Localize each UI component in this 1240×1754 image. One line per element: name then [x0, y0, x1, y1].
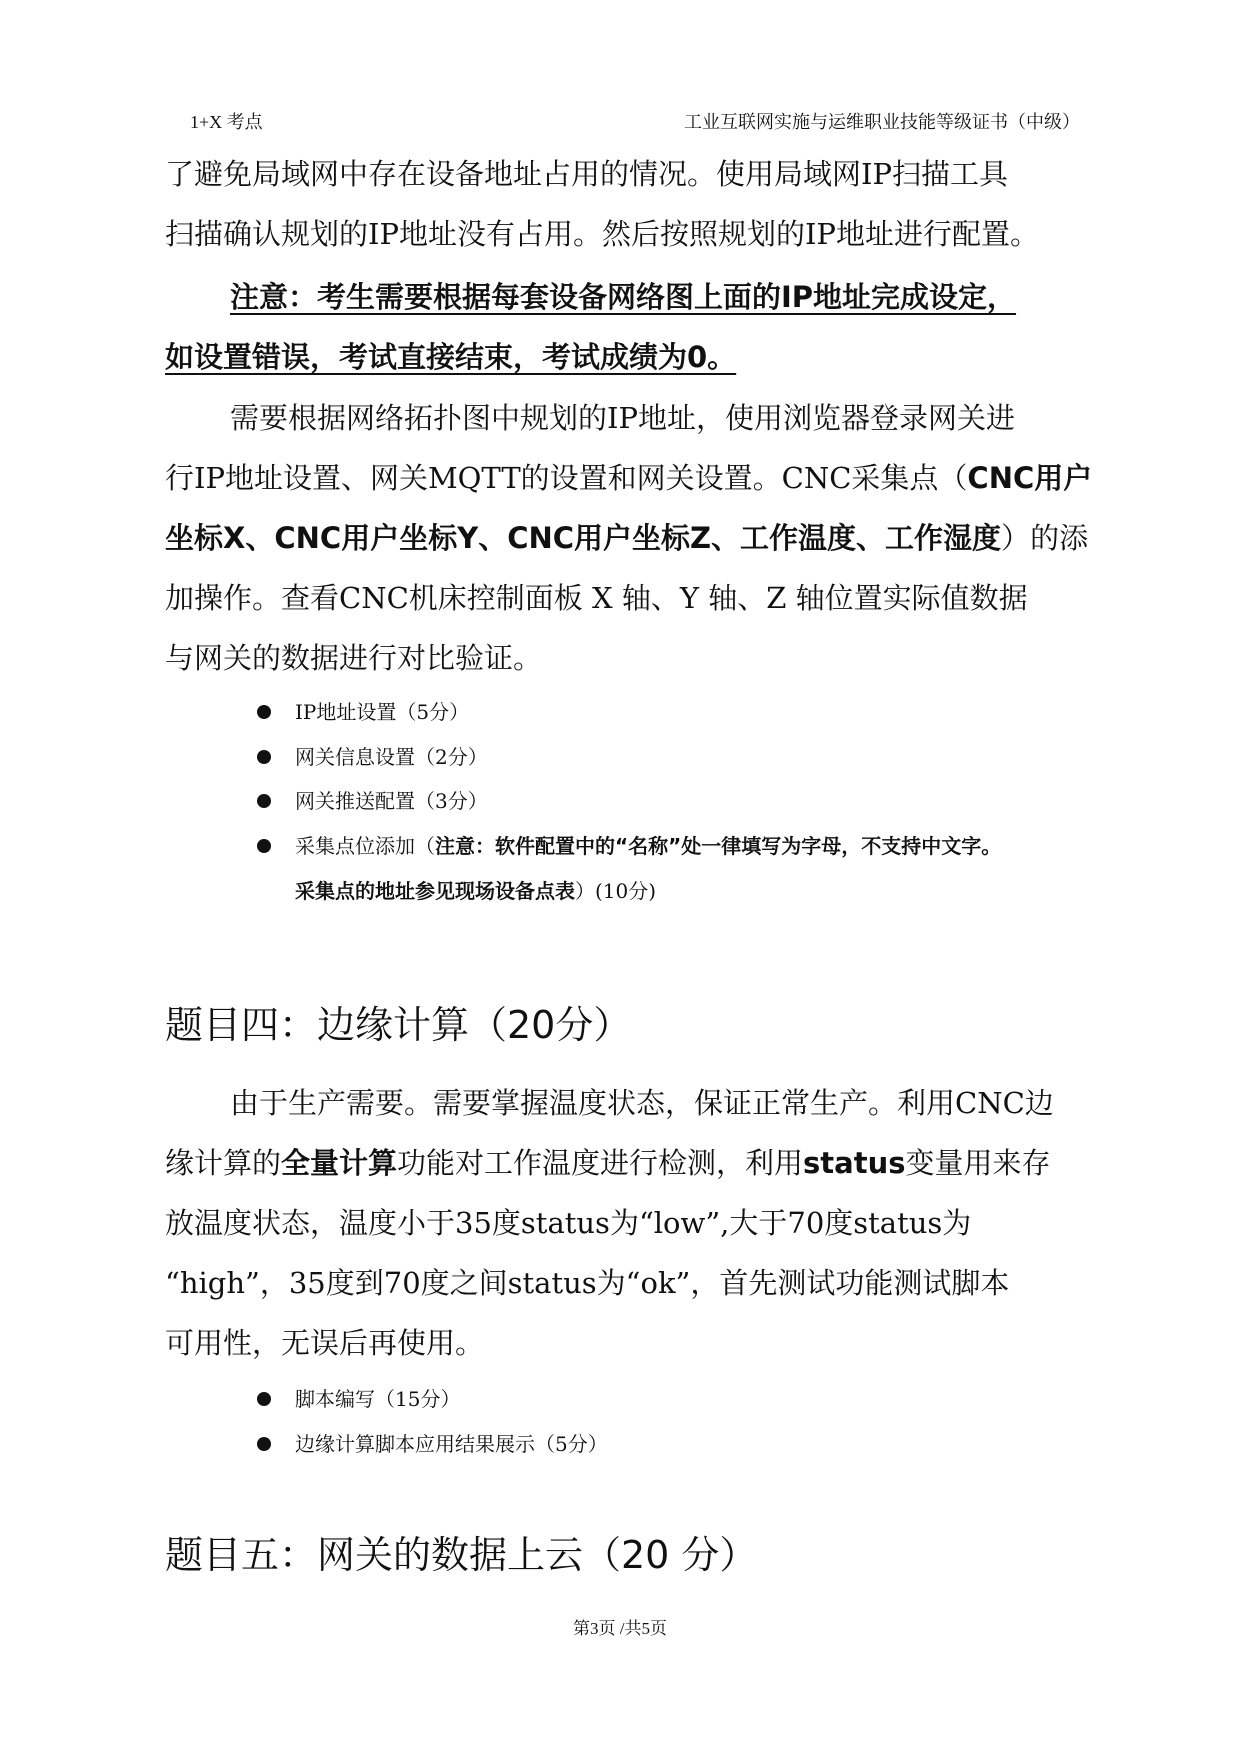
paragraph-line: “high”，35度到70度之间status为“ok”，首先测试功能测试脚本	[165, 1266, 1010, 1300]
paragraph-text: 功能对工作温度进行检测，利用	[397, 1146, 804, 1180]
paragraph-line: 扫描确认规划的IP地址没有占用。然后按照规划的IP地址进行配置。	[165, 217, 1039, 251]
bullet-item	[295, 832, 1001, 860]
paragraph-line: 放温度状态，温度小于35度status为“low”,大于70度status为	[165, 1206, 972, 1240]
notice-text: 如设置错误，考试直接结束，考试成绩为0。	[165, 340, 737, 374]
paragraph-bold-text: 坐标X、CNC用户坐标Y、CNC用户坐标Z、工作温度、工作湿度	[165, 521, 1002, 555]
paragraph-line: 加操作。查看CNC机床控制面板 X 轴、Y 轴、Z 轴位置实际值数据	[165, 581, 1028, 615]
notice-line	[165, 337, 736, 377]
bullet-bold-text: 注意：软件配置中的“名称”处一律填写为字母，不支持中文字。	[435, 834, 1002, 858]
notice-text: 注意：考生需要根据每套设备网络图上面的IP地址完成设定，	[230, 280, 1017, 314]
paragraph-line: 由于生产需要。需要掌握温度状态，保证正常生产。利用CNC边	[230, 1086, 1054, 1120]
header-left-label: 1+X 考点	[190, 112, 263, 132]
bullet-dot	[257, 794, 271, 808]
paragraph-bold-text: 全量计算	[281, 1146, 398, 1180]
paragraph-line	[165, 1143, 1051, 1183]
paragraph-text: 变量用来存	[905, 1146, 1051, 1180]
paragraph-text: 缘计算的	[165, 1146, 282, 1180]
bullet-text: 采集点位添加（	[295, 834, 435, 858]
bullet-dot	[257, 705, 271, 719]
bullet-bold-text: 采集点的地址参见现场设备点表	[295, 879, 575, 903]
paragraph-text: 行IP地址设置、网关MQTT的设置和网关设置。CNC采集点（	[165, 461, 968, 495]
bullet-item: 边缘计算脚本应用结果展示（5分）	[295, 1432, 608, 1456]
paragraph-bold-text: CNC用户	[967, 461, 1093, 495]
bullet-item: IP地址设置（5分）	[295, 700, 470, 724]
paragraph-line: 了避免局域网中存在设备地址占用的情况。使用局域网IP扫描工具	[165, 157, 1008, 191]
section-heading: 题目四：边缘计算（20分）	[165, 1003, 632, 1047]
bullet-item-continuation	[295, 877, 656, 905]
section-heading: 题目五：网关的数据上云（20 分）	[165, 1533, 758, 1577]
paragraph-bold-text: status	[803, 1146, 906, 1180]
bullet-dot	[257, 1437, 271, 1451]
paragraph-line: 与网关的数据进行对比验证。	[165, 641, 543, 675]
paragraph-line	[165, 518, 1088, 558]
bullet-item: 网关信息设置（2分）	[295, 745, 488, 769]
notice-line	[230, 277, 1016, 317]
bullet-dot	[257, 1392, 271, 1406]
paragraph-line	[165, 458, 1092, 498]
page-number: 第3页 /共5页	[573, 1619, 667, 1638]
bullet-item: 网关推送配置（3分）	[295, 789, 488, 813]
bullet-text: ）(10分)	[575, 879, 657, 903]
paragraph-text: ）的添	[1001, 521, 1089, 555]
header-right-title: 工业互联网实施与运维职业技能等级证书（中级）	[684, 112, 1080, 132]
bullet-item: 脚本编写（15分）	[295, 1387, 461, 1411]
paragraph-line: 需要根据网络拓扑图中规划的IP地址，使用浏览器登录网关进	[230, 401, 1015, 435]
bullet-dot	[257, 750, 271, 764]
bullet-dot	[257, 839, 271, 853]
paragraph-line: 可用性，无误后再使用。	[165, 1326, 485, 1360]
